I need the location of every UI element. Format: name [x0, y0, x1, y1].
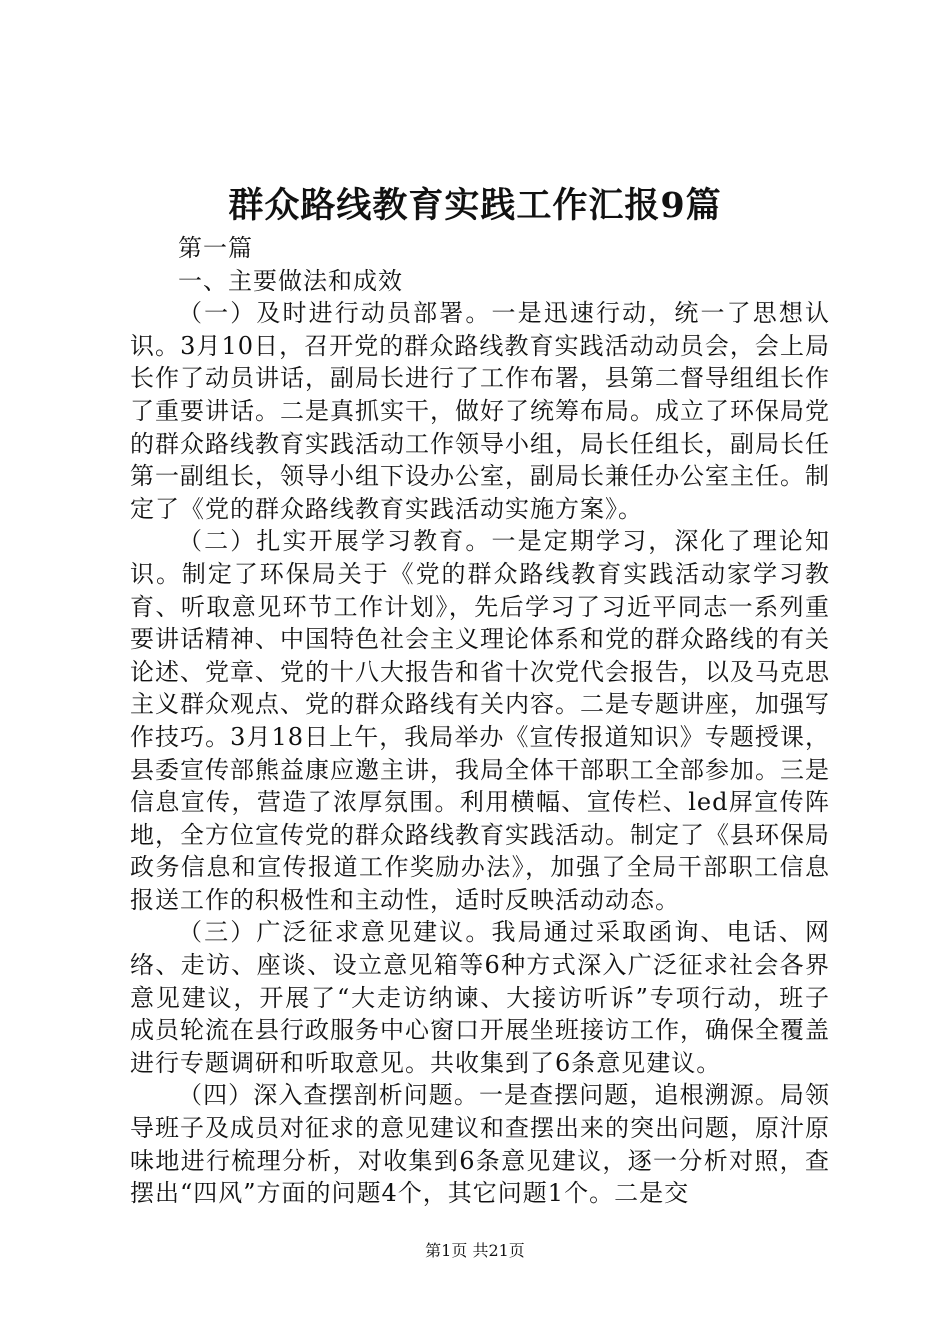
page-footer: 第1页 共21页	[425, 1241, 525, 1260]
paragraph-3: （三）广泛征求意见建议。我局通过采取函询、电话、网络、走访、座谈、设立意见箱等6种方式深入广泛征求社会各界意见建议，开展了“大走访纳谏、大接访听诉”专项行动，班子成员轮流在县行政服务中心窗口开展坐班接访工作，确保全覆盖进行专题调研和听取意见。共收集到了6条意见建议。	[130, 918, 830, 1077]
section-heading-main: 一、主要做法和成效	[178, 266, 403, 295]
document-body	[130, 232, 830, 1210]
section-heading-part: 第一篇	[178, 234, 253, 262]
paragraph-2: （二）扎实开展学习教育。一是定期学习，深化了理论知识。制定了环保局关于《党的群众路线教育实践活动家学习教育、听取意见环节工作计划》，先后学习了习近平同志一系列重要讲话精神、中国特色社会主义理论体系和党的群众路线的有关论述、党章、党的十八大报告和省十次党代会报告，以及马克思主义群众观点、党的群众路线有关内容。二是专题讲座，加强写作技巧。3月18日上午，我局举办《宣传报道知识》专题授课，县委宣传部熊益康应邀主讲，我局全体干部职工全部参加。三是信息宣传，营造了浓厚氛围。利用横幅、宣传栏、led屏宣传阵地，全方位宣传党的群众路线教育实践活动。制定了《县环保局政务信息和宣传报道工作奖励办法》，加强了全局干部职工信息报送工作的积极性和主动性，适时反映活动动态。	[130, 527, 830, 914]
document-title: 群众路线教育实践工作汇报9篇	[228, 185, 722, 226]
paragraph-4: （四）深入查摆剖析问题。一是查摆问题，追根溯源。局领导班子及成员对征求的意见建议和查摆出来的突出问题，原汁原味地进行梳理分析，对收集到6条意见建议，逐一分析对照，查摆出“四风”方面的问题4个，其它问题1个。二是交	[130, 1081, 830, 1208]
paragraph-1: （一）及时进行动员部署。一是迅速行动，统一了思想认识。3月10日，召开党的群众路线教育实践活动动员会，会上局长作了动员讲话，副局长进行了工作布署，县第二督导组组长作了重要讲话。二是真抓实干，做好了统筹布局。成立了环保局党的群众路线教育实践活动工作领导小组，局长任组长，副局长任第一副组长，领导小组下设办公室，副局长兼任办公室主任。制定了《党的群众路线教育实践活动实施方案》。	[130, 299, 830, 523]
